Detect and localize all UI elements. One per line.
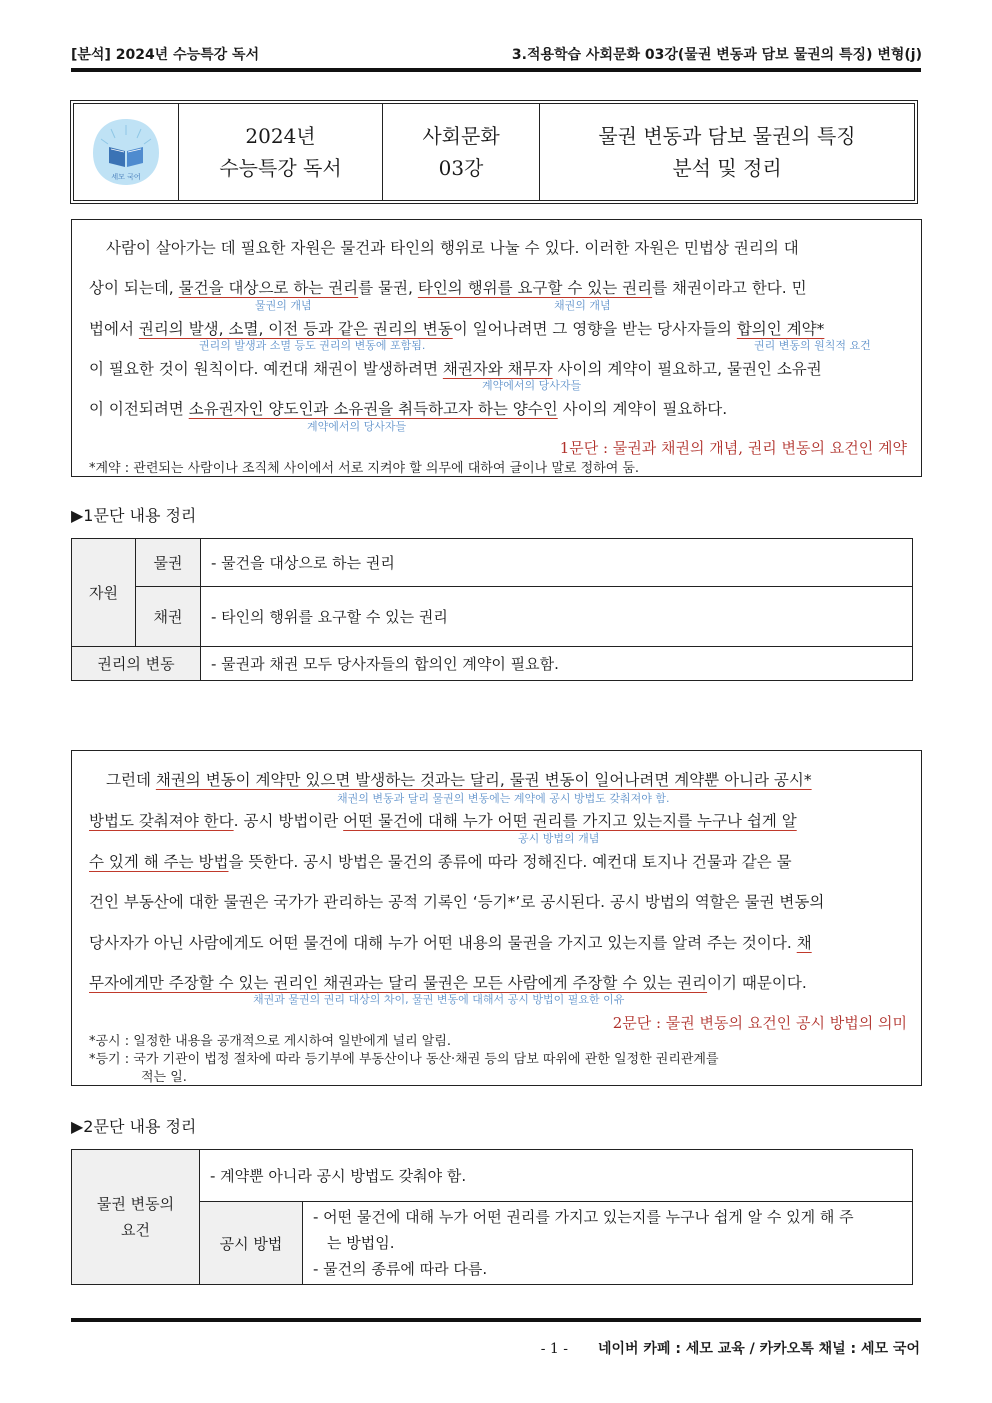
title-topic: 물권 변동과 담보 물권의 특징 [598,124,856,148]
p1-line-1: 사람이 살아가는 데 필요한 자원은 물건과 타인의 행위로 나눌 수 있다. 이러한 자원은 민법상 권리의 대 [106,239,799,257]
p2-line-4: 건인 부동산에 대한 물권은 국가가 관리하는 공적 기록인 ‘등기*’로 공시된다. 공시 방법의 역할은 물권 변동의 [89,893,825,911]
cell-chaegwon-desc: - 타인의 행위를 요구할 수 있는 권리 [201,587,913,647]
header-rule [71,68,921,72]
title-year: 2024년 [245,124,316,148]
cell-requirement-desc: - 계약뿐 아니라 공시 방법도 갖춰야 함. [200,1150,913,1202]
section-2-title: ▶2문단 내용 정리 [71,1117,197,1136]
note-contract-parties-1: 계약에서의 당사자들 [482,379,582,392]
cell-resource: 자원 [72,539,136,647]
footer-text: 네이버 카페 : 세모 교육 / 카카오톡 채널 : 세모 국어 [597,1341,920,1357]
p1-line-4: 이 필요한 것이 원칙이다. 예컨대 채권이 발생하려면 채권자와 채무자 사이의 계약이 필요하고, 물권인 소유권 [89,360,822,378]
note-rights-difference: 채권과 물권의 권리 대상의 차이, 물권 변동에 대해서 공시 방법이 필요한 이유 [253,993,625,1006]
cell-chaegwon: 채권 [136,587,201,647]
note-publication-concept: 공시 방법의 개념 [518,832,600,845]
p1-line-2: 상이 되는데, 물건을 대상으로 하는 권리를 물권, 타인의 행위를 요구할 수 있는 권리를 채권이라고 한다. 민 [89,279,807,297]
title-subject-cell [383,104,540,200]
note-chaegwon-concept: 채권의 개념 [554,299,611,312]
book-logo-icon [89,115,163,189]
title-course: 수능특강 독서 [219,156,342,180]
footnote-registration-cont: 적는 일. [141,1070,187,1085]
section-1-table [71,538,913,681]
paragraph-1-summary: 1문단 : 물권과 채권의 개념, 권리 변동의 요건인 계약 [559,439,907,457]
footnote-registration: *등기 : 국가 기관이 법정 절차에 따라 등기부에 부동산이나 동산·채권 등의 담보 따위에 관한 일정한 권리관계를 [89,1052,719,1067]
title-subject: 사회문화 [422,124,500,148]
page-number: - 1 - [540,1341,568,1357]
cell-right-change-desc: - 물권과 채권 모두 당사자들의 합의인 계약이 필요함. [201,647,913,681]
title-box [70,100,918,204]
p2-line-5: 당사자가 아닌 사람에게도 어떤 물건에 대해 누가 어떤 내용의 물권을 가지고 있는지를 알려 주는 것이다. 채 [89,934,812,952]
section-1-title: ▶1문단 내용 정리 [71,506,197,525]
footer-rule [71,1318,921,1322]
cell-requirement: 물권 변동의 요건 [72,1150,200,1285]
note-contract-parties-2: 계약에서의 당사자들 [307,420,407,433]
note-change-requirement: 권리 변동의 원칙적 요건 [754,339,871,352]
footnote-contract: *계약 : 관련되는 사람이나 조직체 사이에서 서로 지켜야 할 의무에 대하여 글이나 말로 정하여 둠. [89,461,640,476]
p2-line-2: 방법도 갖춰져야 한다. 공시 방법이란 어떤 물건에 대해 누가 어떤 권리를 가지고 있는지를 누구나 쉽게 알 [89,812,797,830]
title-analysis: 분석 및 정리 [672,156,782,180]
svg-text:세모 국어: 세모 국어 [111,173,141,181]
title-year-cell [179,104,383,200]
footnote-publication: *공시 : 일정한 내용을 공개적으로 게시하여 일반에게 널리 알림. [89,1034,452,1049]
note-right-change: 권리의 발생과 소멸 등도 권리의 변동에 포함됨. [199,339,426,352]
cell-method-desc: - 어떤 물건에 대해 누가 어떤 권리를 가지고 있는지를 누구나 쉽게 알 수 있게 해 주 는 방법임. - 물건의 종류에 따라 다름. [303,1202,913,1285]
p2-line-1: 그런데 채권의 변동이 계약만 있으면 발생하는 것과는 달리, 물권 변동이 일어나려면 계약뿐 아니라 공시* [106,771,812,789]
cell-method: 공시 방법 [200,1202,303,1285]
cell-mulgwon-desc: - 물건을 대상으로 하는 권리 [201,539,913,587]
cell-right-change: 권리의 변동 [72,647,201,681]
note-mulgwon-concept: 물권의 개념 [255,299,312,312]
header-left: [분석] 2024년 수능특강 독서 [71,47,260,63]
note-change-difference: 채권의 변동과 달리 물권의 변동에는 계약에 공시 방법도 갖춰져야 함. [337,792,670,805]
p2-line-6: 무자에게만 주장할 수 있는 권리인 채권과는 달리 물권은 모든 사람에게 주장할 수 있는 권리이기 때문이다. [89,974,807,992]
title-topic-cell [540,104,914,200]
p1-line-5: 이 이전되려면 소유권자인 양도인과 소유권을 취득하고자 하는 양수인 사이의 계약이 필요하다. [89,400,728,418]
header-right: 3.적용학습 사회문화 03강(물권 변동과 담보 물권의 특징) 변형(j) [511,47,922,63]
paragraph-2-summary: 2문단 : 물권 변동의 요건인 공시 방법의 의미 [612,1014,907,1032]
title-lesson: 03강 [438,156,484,180]
section-2-table [71,1149,913,1285]
p1-line-3: 법에서 권리의 발생, 소멸, 이전 등과 같은 권리의 변동이 일어나려면 그 영향을 받는 당사자들의 합의인 계약* [89,320,825,338]
p2-line-3: 수 있게 해 주는 방법을 뜻한다. 공시 방법은 물건의 종류에 따라 정해진다. 예컨대 토지나 건물과 같은 물 [89,853,792,871]
logo-cell [74,104,179,200]
footer [541,1338,920,1358]
cell-mulgwon: 물권 [136,539,201,587]
